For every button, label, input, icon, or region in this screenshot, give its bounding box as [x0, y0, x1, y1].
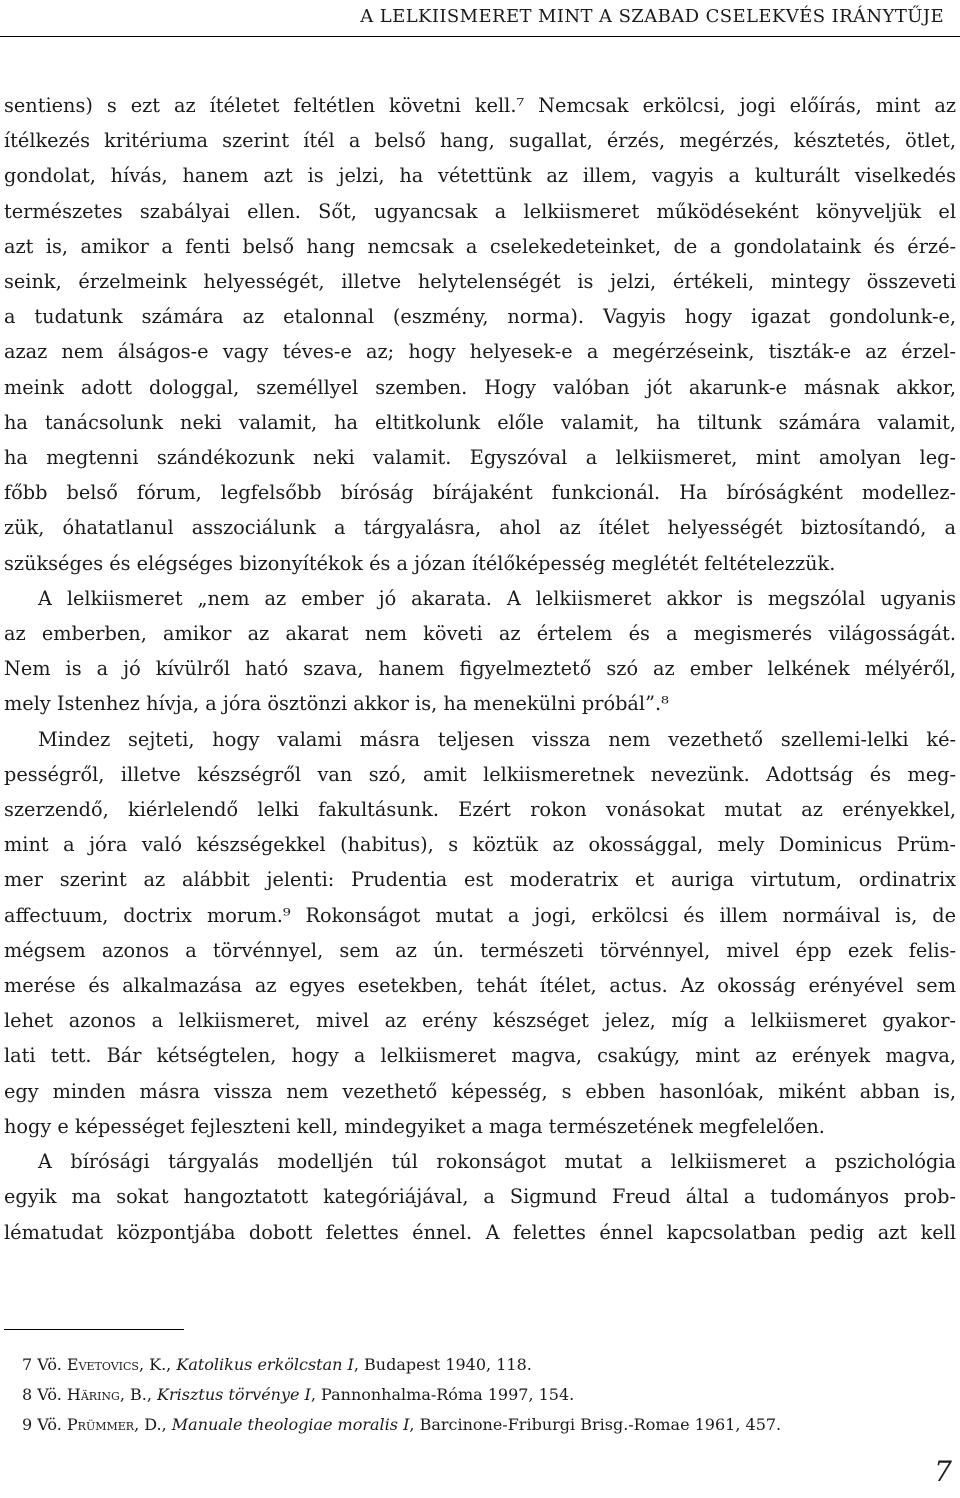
footnote-number: 7 — [22, 1355, 33, 1374]
footnote-title: Katolikus erkölcstan I — [176, 1355, 354, 1374]
text-line: Mindez sejteti, hogy valami másra teljesen vissza nem vezethető szellemi-lelki ké- — [38, 727, 956, 751]
text-line: lématudat központjába dobott felettes énnel. A felettes énnel kapcsolatban pedig azt kell — [4, 1220, 956, 1244]
footnotes — [22, 1350, 942, 1440]
text-line: szükséges és elégséges bizonyítékok és a józan ítélőképesség meglétét feltételezzük. — [4, 551, 836, 575]
footnote-author: Häring, B., — [66, 1385, 152, 1404]
footnote-rest: , Barcinone-Friburgi Brisg.-Romae 1961, 457. — [409, 1415, 782, 1434]
footnote-vo: Vö. — [37, 1415, 62, 1434]
text-line: az emberben, amikor az akarat nem követi az értelem és a megismerés világosságát. — [4, 622, 956, 646]
footnote-8 — [22, 1380, 942, 1410]
footnote-7 — [22, 1350, 942, 1380]
page-number: 7 — [934, 1455, 952, 1488]
text-line: mely Istenhez hívja, a jóra ösztönzi akkor is, ha menekülni próbál”.⁸ — [4, 692, 669, 716]
text-line: ítélkezés kritériuma szerint ítél a belső hang, sugallat, érzés, megérzés, késztetés, ötlet, — [4, 129, 956, 153]
text-line: pességről, illetve készségről van szó, amit lelkiismeretnek nevezünk. Adottság és meg- — [4, 762, 956, 786]
text-line: mégsem azonos a törvénnyel, sem az ún. természeti törvénnyel, mivel épp ezek felis- — [4, 938, 956, 962]
text-line: zük, óhatatlanul asszociálunk a tárgyalásra, ahol az ítélet helyességét biztosítandó, a — [4, 516, 956, 540]
text-line: seink, érzelmeink helyességét, illetve helytelenségét is jelzi, értékeli, mintegy összeveti — [4, 270, 956, 294]
text-line: egyik ma sokat hangoztatott kategóriájával, a Sigmund Freud által a tudományos prob- — [4, 1185, 956, 1209]
text-line: mint a jóra való készségekkel (habitus), s köztük az okossággal, mely Dominicus Prüm- — [4, 833, 956, 857]
text-line: természetes szabályai ellen. Sőt, ugyancsak a lelkiismeret működéseként könyveljük el — [4, 199, 956, 223]
text-line: főbb belső fórum, legfelsőbb bíróság bírájaként funkcionál. Ha bíróságként modellez- — [4, 481, 956, 505]
text-line: lehet azonos a lelkiismeret, mivel az erény készséget jelez, míg a lelkiismeret gyakor- — [4, 1009, 956, 1033]
text-line: lati tett. Bár kétségtelen, hogy a lelkiismeret magva, csakúgy, mint az erények magva, — [4, 1044, 956, 1068]
footnote-rule — [4, 1329, 184, 1330]
footnote-title: Krisztus törvénye I — [157, 1385, 311, 1404]
text-line: A lelkiismeret „nem az ember jó akarata. A lelkiismeret akkor is megszólal ugyanis — [38, 586, 956, 610]
footnote-title: Manuale theologiae moralis I — [171, 1415, 410, 1434]
text-line: azaz nem álságos-e vagy téves-e az; hogy helyesek-e a megérzéseink, tiszták-e az érzel- — [4, 340, 956, 364]
footnote-number: 9 — [22, 1415, 33, 1434]
text-line: hogy e képességet fejleszteni kell, mindegyiket a maga természetének megfelelően. — [4, 1114, 825, 1138]
footnote-9 — [22, 1410, 942, 1440]
body-text — [4, 88, 956, 1250]
text-line: affectuum, doctrix morum.⁹ Rokonságot mutat a jogi, erkölcsi és illem normáival is, de — [4, 903, 956, 927]
text-line: szerzendő, kiérlelendő lelki fakultásunk. Ezért rokon vonásokat mutat az erényekkel, — [4, 798, 956, 822]
footnote-number: 8 — [22, 1385, 33, 1404]
footnote-rest: , Pannonhalma-Róma 1997, 154. — [310, 1385, 575, 1404]
footnote-rest: , Budapest 1940, 118. — [353, 1355, 532, 1374]
text-line: mer szerint az alábbit jelenti: Prudentia est moderatrix et auriga virtutum, ordinatrix — [4, 868, 956, 892]
text-line: gondolat, hívás, hanem azt is jelzi, ha vétettünk az illem, vagyis a kulturált viselkedés — [4, 164, 956, 188]
footnote-vo: Vö. — [37, 1355, 62, 1374]
text-line: merése és alkalmazása az egyes esetekben, tehát ítélet, actus. Az okosság erényével sem — [4, 974, 956, 998]
running-header: A LELKIISMERET MINT A SZABAD CSELEKVÉS IRÁNYTŰJE — [360, 6, 944, 27]
text-line: Nem is a jó kívülről ható szava, hanem figyelmeztető szó az ember lelkének mélyéről, — [4, 657, 956, 681]
text-line: a tudatunk számára az etalonnal (eszmény, norma). Vagyis hogy igazat gondolunk-e, — [4, 305, 956, 329]
text-line: ha tanácsolunk neki valamit, ha eltitkolunk előle valamit, ha tiltunk számára valamit, — [4, 410, 956, 434]
text-line: meink adott dologgal, személlyel szemben. Hogy valóban jót akarunk-e másnak akkor, — [4, 375, 956, 399]
text-line: A bírósági tárgyalás modelljén túl rokonságot mutat a lelkiismeret a pszichológia — [38, 1150, 956, 1174]
footnote-author: Evetovics, K., — [66, 1355, 172, 1374]
text-line: ha megtenni szándékozunk neki valamit. Egyszóval a lelkiismeret, mint amolyan leg- — [4, 446, 956, 470]
text-line: azt is, amikor a fenti belső hang nemcsak a cselekedeteinket, de a gondolataink és érzé- — [4, 234, 956, 258]
footnote-author: Prümmer, D., — [66, 1415, 167, 1434]
header-rule — [0, 36, 960, 37]
text-line: egy minden másra vissza nem vezethető képesség, s ebben hasonlóak, miként abban is, — [4, 1079, 956, 1103]
text-line: sentiens) s ezt az ítéletet feltétlen követni kell.⁷ Nemcsak erkölcsi, jogi előírás, mint az — [4, 94, 956, 117]
footnote-vo: Vö. — [37, 1385, 62, 1404]
